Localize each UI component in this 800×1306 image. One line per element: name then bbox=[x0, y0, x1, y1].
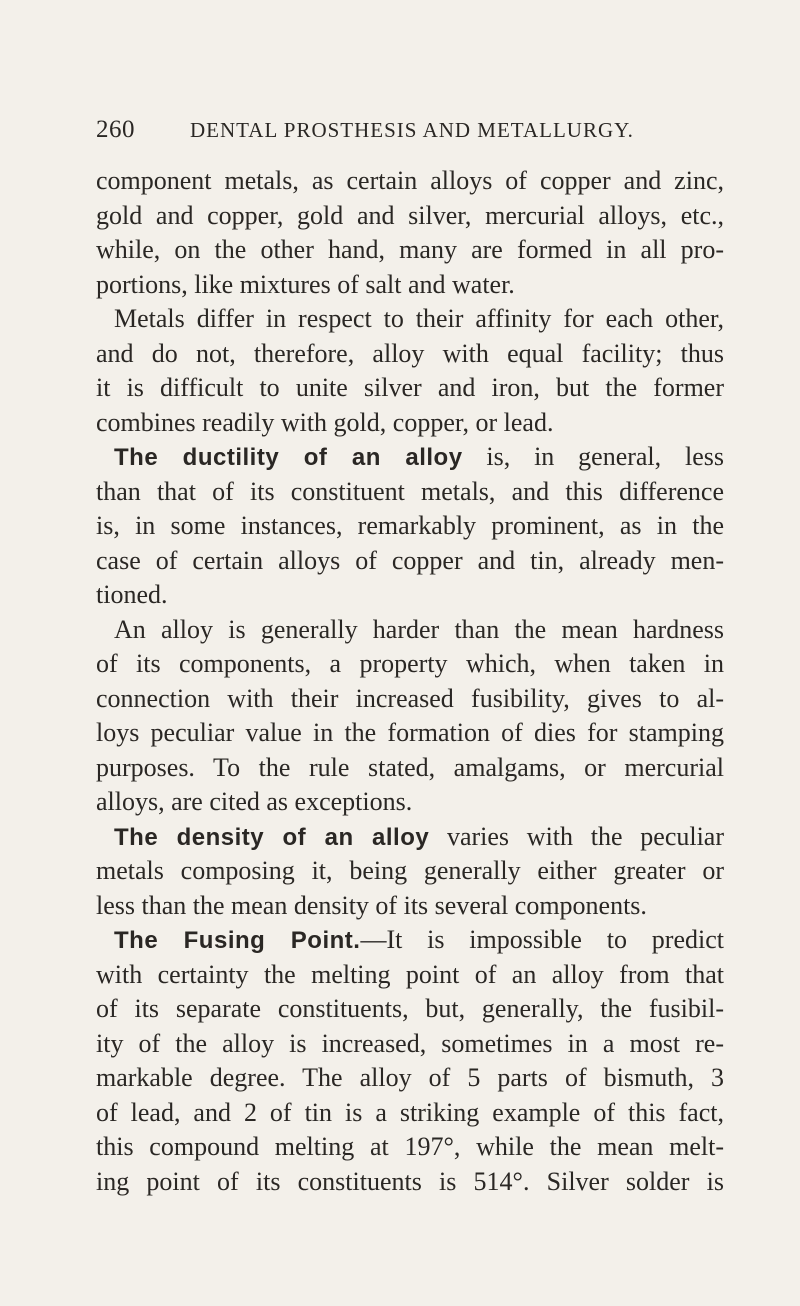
text-line: ing point of its constituents is 514°. Silver solder is bbox=[96, 1166, 724, 1196]
paragraph-affinity bbox=[96, 302, 724, 440]
text-line: and do not, therefore, alloy with equal facility; thus bbox=[96, 338, 724, 368]
text-line: loys peculiar value in the formation of dies for stamping bbox=[96, 718, 724, 747]
text-line: combines readily with gold, copper, or lead. bbox=[96, 407, 554, 437]
text-line: component metals, as certain alloys of copper and zinc, bbox=[96, 166, 724, 195]
text-line: markable degree. The alloy of 5 parts of bismuth, 3 bbox=[96, 1063, 724, 1092]
paragraph-alloy-proportions bbox=[96, 164, 724, 302]
text-line: alloys, are cited as exceptions. bbox=[96, 787, 413, 816]
running-head: DENTAL PROSTHESIS AND METALLURGY. bbox=[190, 118, 634, 142]
text-line: of its components, a property which, when taken in bbox=[96, 649, 724, 678]
text-line: of lead, and 2 of tin is a striking example of this fact, bbox=[96, 1097, 724, 1127]
text-line: with certainty the melting point of an alloy from that bbox=[96, 959, 724, 989]
text-line: is, in some instances, remarkably prominent, as in the bbox=[96, 511, 724, 540]
text-line: portions, like mixtures of salt and water. bbox=[96, 269, 515, 299]
text-line: it is difficult to unite silver and iron, but the former bbox=[96, 373, 724, 402]
page-number: 260 bbox=[96, 116, 135, 143]
text-run: —It is impossible to predict bbox=[360, 925, 724, 954]
paragraph-ductility bbox=[96, 440, 724, 613]
text-line bbox=[96, 820, 724, 855]
text-line bbox=[96, 440, 724, 475]
text-line: less than the mean density of its several components. bbox=[96, 890, 647, 920]
text-run: varies with the peculiar bbox=[446, 821, 725, 851]
text-line: this compound melting at 197°, while the mean melt- bbox=[96, 1132, 724, 1161]
text-line: than that of its constituent metals, and this difference bbox=[96, 476, 724, 506]
text-line: ity of the alloy is increased, sometimes in a most re- bbox=[96, 1028, 724, 1058]
text-line: Metals differ in respect to their affinity for each other, bbox=[114, 304, 724, 333]
text-line: case of certain alloys of copper and tin, already men- bbox=[96, 545, 724, 575]
text-run: is, in general, less bbox=[486, 442, 724, 471]
page-header bbox=[96, 116, 724, 150]
paragraph-hardness bbox=[96, 613, 724, 820]
section-heading-density: The density of an alloy bbox=[114, 823, 430, 851]
text-line: An alloy is generally harder than the mean hardness bbox=[114, 614, 724, 644]
paragraph-density bbox=[96, 820, 724, 924]
text-line: gold and copper, gold and silver, mercurial alloys, etc., bbox=[96, 200, 724, 230]
text-line: connection with their increased fusibility, gives to al- bbox=[96, 683, 724, 713]
text-line bbox=[96, 923, 724, 958]
section-heading-ductility: The ductility of an alloy bbox=[114, 444, 463, 471]
paragraph-fusing-point bbox=[96, 923, 724, 1199]
text-line: metals composing it, being generally either greater or bbox=[96, 856, 724, 885]
book-page bbox=[96, 116, 724, 1199]
text-line: of its separate constituents, but, generally, the fusibil- bbox=[96, 994, 724, 1023]
section-heading-fusing-point: The Fusing Point. bbox=[114, 927, 361, 954]
text-line: purposes. To the rule stated, amalgams, or mercurial bbox=[96, 752, 724, 782]
text-line: while, on the other hand, many are formed in all pro- bbox=[96, 235, 724, 264]
text-line: tioned. bbox=[96, 580, 168, 609]
